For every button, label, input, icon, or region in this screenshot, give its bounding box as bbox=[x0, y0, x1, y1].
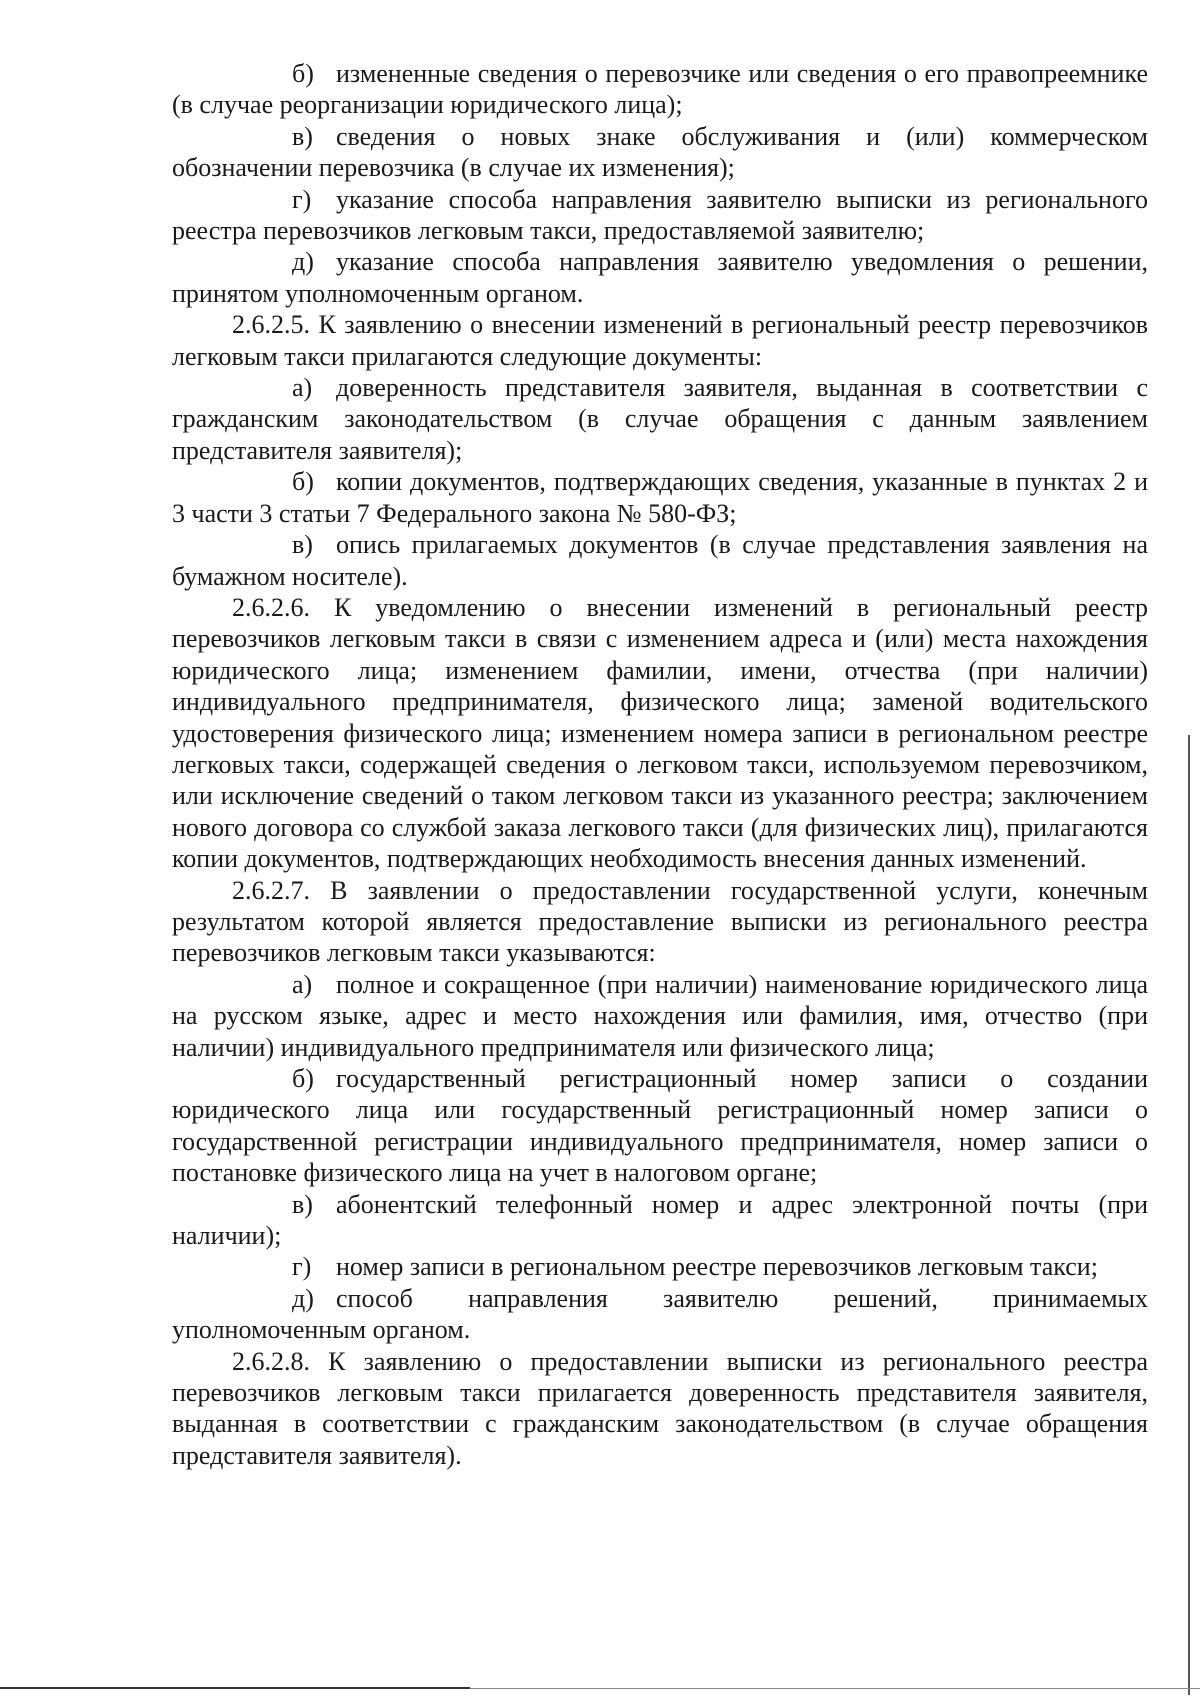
item-b-1 bbox=[172, 58, 1148, 121]
item-label: в) bbox=[292, 1189, 313, 1219]
item-d-3 bbox=[172, 1283, 1148, 1346]
item-label: а) bbox=[292, 969, 313, 999]
document-page bbox=[172, 58, 1148, 1471]
clause-2-6-2-7 bbox=[172, 875, 1148, 969]
item-text: полное и сокращенное (при наличии) наименование юридического лица на русском языке, адрес и место нахождения или фамилия, имя, отчество (при наличии) индивидуального предпринимателя или физического лица; bbox=[172, 969, 1148, 1062]
item-label: б) bbox=[292, 467, 314, 497]
item-b-2 bbox=[172, 466, 1148, 529]
item-text: номер записи в региональном реестре перевозчиков легковым такси; bbox=[336, 1252, 1098, 1282]
item-a-2 bbox=[172, 372, 1148, 466]
item-label: б) bbox=[292, 1064, 314, 1093]
item-label: а) bbox=[292, 373, 313, 403]
item-label: д) bbox=[292, 1283, 314, 1313]
clause-2-6-2-8 bbox=[172, 1346, 1148, 1472]
item-label: в) bbox=[292, 121, 313, 151]
item-a-3 bbox=[172, 969, 1148, 1063]
item-text: доверенность представителя заявителя, выданная в соответствии с гражданским законодательством (в случае обращения с данным заявлением представителя заявителя); bbox=[172, 373, 1148, 465]
item-d-1 bbox=[172, 246, 1148, 309]
item-v-2 bbox=[172, 529, 1148, 592]
item-g-3 bbox=[172, 1251, 1148, 1282]
item-label: г) bbox=[292, 184, 312, 214]
item-label: г) bbox=[292, 1252, 312, 1282]
item-text: указание способа направления заявителю выписки из регионального реестра перевозчиков легковым такси, предоставляемой заявителю; bbox=[172, 184, 1148, 246]
clause-text: 2.6.2.8. К заявлению о предоставлении выписки из регионального реестра перевозчиков легковым такси прилагается доверенность представителя заявителя, выданная в соответствии с гражданским законодательством (в случае обращения представителя заявителя). bbox=[172, 1346, 1148, 1470]
item-v-1 bbox=[172, 121, 1148, 184]
item-text: сведения о новых знаке обслуживания и (или) коммерческом обозначении перевозчика (в случае их изменения); bbox=[172, 121, 1148, 183]
item-g-1 bbox=[172, 184, 1148, 247]
scan-edge-line bbox=[1188, 735, 1190, 1695]
item-text: абонентский телефонный номер и адрес электронной почты (при наличии); bbox=[172, 1189, 1148, 1251]
clause-text: 2.6.2.6. К уведомлению о внесении изменений в региональный реестр перевозчиков легковым такси в связи с изменением адреса и (или) места нахождения юридического лица; изменением фамилии, имени, отчества (при наличии) индивидуального предпринимателя, физического лица; заменой водительского удостоверения физического лица; изменением номера записи в региональном реестре легковых такси, содержащей сведения о легковом такси, используемом перевозчиком, или исключение сведений о таком легковом такси из указанного реестра; заключением нового договора со службой заказа легкового такси (для физических лиц), прилагаются копии документов, подтверждающих необходимость внесения данных изменений. bbox=[172, 592, 1148, 874]
item-text: государственный регистрационный номер записи о создании юридического лица или государственный регистрационный номер записи о государственной регистрации индивидуального предпринимателя, номер записи о постановке физического лица на учет в налоговом органе; bbox=[172, 1064, 1148, 1188]
item-text: копии документов, подтверждающих сведения, указанные в пунктах 2 и 3 части 3 статьи 7 Федерального закона № 580-ФЗ; bbox=[172, 467, 1148, 528]
clause-2-6-2-6 bbox=[172, 592, 1148, 875]
item-text: способ направления заявителю решений, принимаемых уполномоченным органом. bbox=[172, 1283, 1148, 1345]
clause-2-6-2-5 bbox=[172, 309, 1148, 372]
item-text: указание способа направления заявителю уведомления о решении, принятом уполномоченным органом. bbox=[172, 247, 1148, 308]
scan-bottom-line-faint bbox=[470, 1688, 1200, 1689]
item-label: в) bbox=[292, 530, 313, 560]
item-text: опись прилагаемых документов (в случае представления заявления на бумажном носителе). bbox=[172, 530, 1148, 591]
item-label: б) bbox=[292, 59, 314, 88]
item-v-3 bbox=[172, 1189, 1148, 1252]
item-b-3 bbox=[172, 1063, 1148, 1189]
clause-text: 2.6.2.7. В заявлении о предоставлении государственной услуги, конечным результатом которой является предоставление выписки из регионального реестра перевозчиков легковым такси указываются: bbox=[172, 875, 1148, 968]
item-label: д) bbox=[292, 247, 314, 277]
item-text: измененные сведения о перевозчике или сведения о его правопреемнике (в случае реорганизации юридического лица); bbox=[172, 59, 1148, 120]
clause-text: 2.6.2.5. К заявлению о внесении изменений в региональный реестр перевозчиков легковым такси прилагаются следующие документы: bbox=[172, 310, 1148, 371]
scan-bottom-line bbox=[0, 1687, 470, 1689]
